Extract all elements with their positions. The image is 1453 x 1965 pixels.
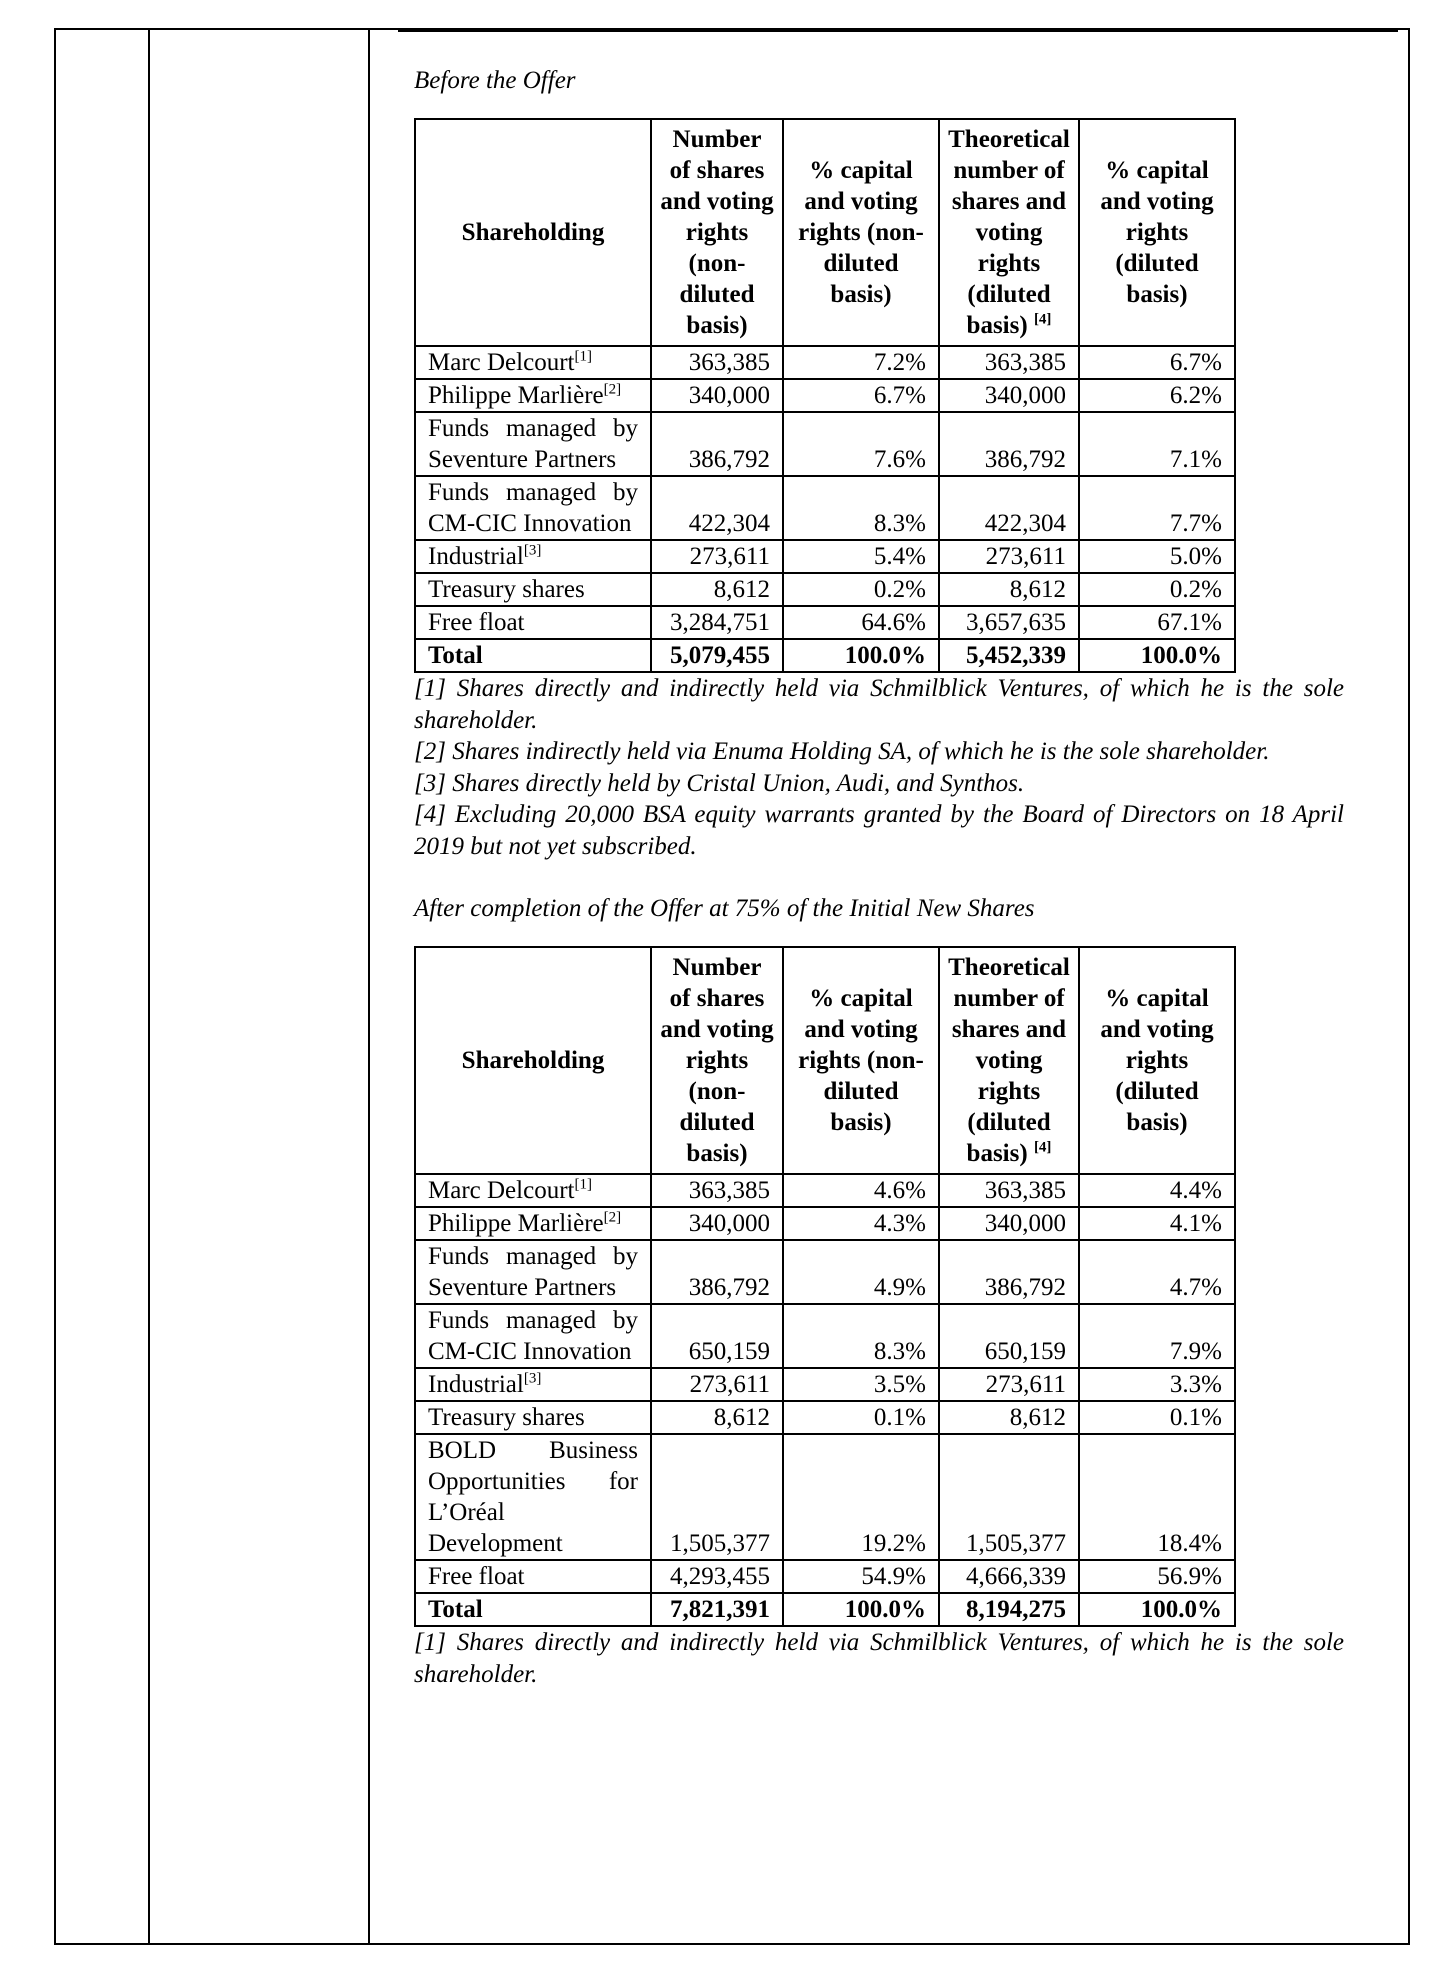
cell-pct-diluted: 3.3% <box>1079 1368 1235 1401</box>
footnotes-before-offer <box>414 673 1344 862</box>
header-pct-diluted: % capital and voting rights (diluted basis) <box>1079 947 1235 1174</box>
cell-total-shares: 5,079,455 <box>651 639 783 672</box>
cell-shareholder-name: Industrial[3] <box>415 540 651 573</box>
header-footnote-ref: [4] <box>1033 1139 1052 1156</box>
cell-pct-diluted: 7.7% <box>1079 476 1235 540</box>
cell-pct-diluted: 7.9% <box>1079 1304 1235 1368</box>
table-row <box>415 1207 1235 1240</box>
cell-total-pct: 100.0% <box>783 639 939 672</box>
cell-theoretical-shares: 363,385 <box>939 1174 1079 1207</box>
footnote-ref: [1] <box>574 348 592 365</box>
cell-shares-non-diluted: 8,612 <box>651 573 783 606</box>
footnote-ref: [2] <box>603 1209 622 1226</box>
cell-shares-non-diluted: 363,385 <box>651 1174 783 1207</box>
table-row <box>415 606 1235 639</box>
cell-pct-non-diluted: 64.6% <box>783 606 939 639</box>
cell-pct-diluted: 18.4% <box>1079 1434 1235 1560</box>
cell-theoretical-shares: 1,505,377 <box>939 1434 1079 1560</box>
table-total-row <box>415 639 1235 672</box>
cell-total-pct-diluted: 100.0% <box>1079 639 1235 672</box>
table-row <box>415 1304 1235 1368</box>
table-row <box>415 476 1235 540</box>
cell-pct-diluted: 6.2% <box>1079 379 1235 412</box>
table-row <box>415 1434 1235 1560</box>
footnote: [4] Excluding 20,000 BSA equity warrants granted by the Board of Directors on 18 April 2019 but not yet subscribed. <box>414 801 1344 860</box>
cell-theoretical-shares: 422,304 <box>939 476 1079 540</box>
header-shareholding: Shareholding <box>415 119 651 346</box>
header-pct-non-diluted: % capital and voting rights (non-diluted basis) <box>783 947 939 1174</box>
cell-theoretical-shares: 363,385 <box>939 346 1079 379</box>
cell-pct-diluted: 7.1% <box>1079 412 1235 476</box>
cell-shares-non-diluted: 340,000 <box>651 1207 783 1240</box>
cell-total-shares: 7,821,391 <box>651 1593 783 1626</box>
cell-shares-non-diluted: 422,304 <box>651 476 783 540</box>
section-title-after-offer: After completion of the Offer at 75% of the Initial New Shares <box>414 895 1035 922</box>
cell-shareholder-name: BOLD Business Opportunities for L’Oréal Development <box>415 1434 651 1560</box>
cell-shares-non-diluted: 340,000 <box>651 379 783 412</box>
cell-pct-diluted: 4.7% <box>1079 1240 1235 1304</box>
footnote-ref: [3] <box>523 542 542 559</box>
cell-shareholder-name: Free float <box>415 1560 651 1593</box>
table-header-row <box>415 119 1235 346</box>
table-row <box>415 1401 1235 1434</box>
cell-shareholder-name: Philippe Marlière[2] <box>415 1207 651 1240</box>
footnote: [1] Shares directly and indirectly held via Schmilblick Ventures, of which he is the sole shareholder. <box>414 675 1344 734</box>
shareholding-table-after-offer <box>414 946 1236 1627</box>
table-row <box>415 1240 1235 1304</box>
cell-shares-non-diluted: 3,284,751 <box>651 606 783 639</box>
table-row <box>415 346 1235 379</box>
cell-theoretical-shares: 4,666,339 <box>939 1560 1079 1593</box>
cell-shareholder-name: Treasury shares <box>415 573 651 606</box>
cell-pct-diluted: 4.4% <box>1079 1174 1235 1207</box>
cell-theoretical-shares: 273,611 <box>939 540 1079 573</box>
cell-theoretical-shares: 386,792 <box>939 1240 1079 1304</box>
table-row <box>415 540 1235 573</box>
cell-pct-non-diluted: 7.2% <box>783 346 939 379</box>
header-shares-non-diluted: Number of shares and voting rights (non-diluted basis) <box>651 119 783 346</box>
cell-total-pct: 100.0% <box>783 1593 939 1626</box>
table-row <box>415 412 1235 476</box>
cell-pct-non-diluted: 0.2% <box>783 573 939 606</box>
cell-shareholder-name: Treasury shares <box>415 1401 651 1434</box>
cell-pct-diluted: 4.1% <box>1079 1207 1235 1240</box>
cell-pct-non-diluted: 0.1% <box>783 1401 939 1434</box>
footnote: [1] Shares directly and indirectly held via Schmilblick Ventures, of which he is the sole shareholder. <box>414 1629 1344 1688</box>
header-footnote-ref: [4] <box>1033 311 1052 328</box>
cell-shareholder-name: Industrial[3] <box>415 1368 651 1401</box>
cell-shares-non-diluted: 4,293,455 <box>651 1560 783 1593</box>
cell-pct-non-diluted: 4.6% <box>783 1174 939 1207</box>
cell-theoretical-shares: 650,159 <box>939 1304 1079 1368</box>
cell-theoretical-shares: 8,612 <box>939 573 1079 606</box>
header-theoretical-shares: Theoretical number of shares and voting rights (diluted basis) [4] <box>939 119 1079 346</box>
shareholding-table-before-offer <box>414 118 1236 673</box>
cell-pct-non-diluted: 54.9% <box>783 1560 939 1593</box>
cell-pct-non-diluted: 4.3% <box>783 1207 939 1240</box>
cell-shareholder-name: Funds managed by CM-CIC Innovation <box>415 1304 651 1368</box>
cell-total-theoretical: 5,452,339 <box>939 639 1079 672</box>
cell-shares-non-diluted: 386,792 <box>651 1240 783 1304</box>
cell-shares-non-diluted: 363,385 <box>651 346 783 379</box>
cell-pct-non-diluted: 4.9% <box>783 1240 939 1304</box>
footnotes-after-offer <box>414 1627 1344 1690</box>
table-total-row <box>415 1593 1235 1626</box>
cell-pct-non-diluted: 8.3% <box>783 476 939 540</box>
cell-total-label: Total <box>415 1593 651 1626</box>
table-row <box>415 1368 1235 1401</box>
header-theoretical-shares: Theoretical number of shares and voting rights (diluted basis) [4] <box>939 947 1079 1174</box>
cell-pct-non-diluted: 3.5% <box>783 1368 939 1401</box>
top-rule <box>398 28 1398 32</box>
cell-shares-non-diluted: 1,505,377 <box>651 1434 783 1560</box>
cell-pct-diluted: 56.9% <box>1079 1560 1235 1593</box>
header-shares-non-diluted: Number of shares and voting rights (non-diluted basis) <box>651 947 783 1174</box>
table-row <box>415 379 1235 412</box>
header-pct-diluted: % capital and voting rights (diluted basis) <box>1079 119 1235 346</box>
table-row <box>415 1560 1235 1593</box>
cell-shares-non-diluted: 8,612 <box>651 1401 783 1434</box>
cell-shareholder-name: Funds managed by Seventure Partners <box>415 1240 651 1304</box>
cell-pct-non-diluted: 6.7% <box>783 379 939 412</box>
table-row <box>415 1174 1235 1207</box>
cell-shares-non-diluted: 650,159 <box>651 1304 783 1368</box>
table-row <box>415 573 1235 606</box>
header-shareholding: Shareholding <box>415 947 651 1174</box>
footnote: [2] Shares indirectly held via Enuma Holding SA, of which he is the sole shareholder. <box>414 738 1270 765</box>
table-header-row <box>415 947 1235 1174</box>
cell-shareholder-name: Funds managed by Seventure Partners <box>415 412 651 476</box>
cell-pct-diluted: 5.0% <box>1079 540 1235 573</box>
cell-shareholder-name: Free float <box>415 606 651 639</box>
cell-pct-non-diluted: 19.2% <box>783 1434 939 1560</box>
cell-theoretical-shares: 340,000 <box>939 1207 1079 1240</box>
cell-shareholder-name: Marc Delcourt[1] <box>415 346 651 379</box>
column-divider-2 <box>368 28 370 1945</box>
cell-theoretical-shares: 273,611 <box>939 1368 1079 1401</box>
cell-pct-diluted: 6.7% <box>1079 346 1235 379</box>
cell-total-pct-diluted: 100.0% <box>1079 1593 1235 1626</box>
cell-pct-non-diluted: 8.3% <box>783 1304 939 1368</box>
cell-pct-diluted: 67.1% <box>1079 606 1235 639</box>
cell-theoretical-shares: 340,000 <box>939 379 1079 412</box>
footnote-ref: [3] <box>523 1370 542 1387</box>
content-area <box>414 66 1344 1690</box>
cell-theoretical-shares: 3,657,635 <box>939 606 1079 639</box>
cell-shareholder-name: Philippe Marlière[2] <box>415 379 651 412</box>
footnote-ref: [2] <box>603 381 622 398</box>
column-divider-1 <box>148 28 150 1945</box>
cell-total-label: Total <box>415 639 651 672</box>
cell-pct-diluted: 0.1% <box>1079 1401 1235 1434</box>
header-pct-non-diluted: % capital and voting rights (non-diluted basis) <box>783 119 939 346</box>
cell-pct-non-diluted: 5.4% <box>783 540 939 573</box>
cell-pct-non-diluted: 7.6% <box>783 412 939 476</box>
cell-shares-non-diluted: 273,611 <box>651 540 783 573</box>
cell-pct-diluted: 0.2% <box>1079 573 1235 606</box>
footnote-ref: [1] <box>574 1176 592 1193</box>
cell-theoretical-shares: 8,612 <box>939 1401 1079 1434</box>
cell-shares-non-diluted: 273,611 <box>651 1368 783 1401</box>
footnote: [3] Shares directly held by Cristal Union, Audi, and Synthos. <box>414 769 1025 797</box>
cell-theoretical-shares: 386,792 <box>939 412 1079 476</box>
cell-shareholder-name: Funds managed by CM-CIC Innovation <box>415 476 651 540</box>
cell-shareholder-name: Marc Delcourt[1] <box>415 1174 651 1207</box>
section-title-before-offer: Before the Offer <box>414 67 576 94</box>
cell-total-theoretical: 8,194,275 <box>939 1593 1079 1626</box>
cell-shares-non-diluted: 386,792 <box>651 412 783 476</box>
